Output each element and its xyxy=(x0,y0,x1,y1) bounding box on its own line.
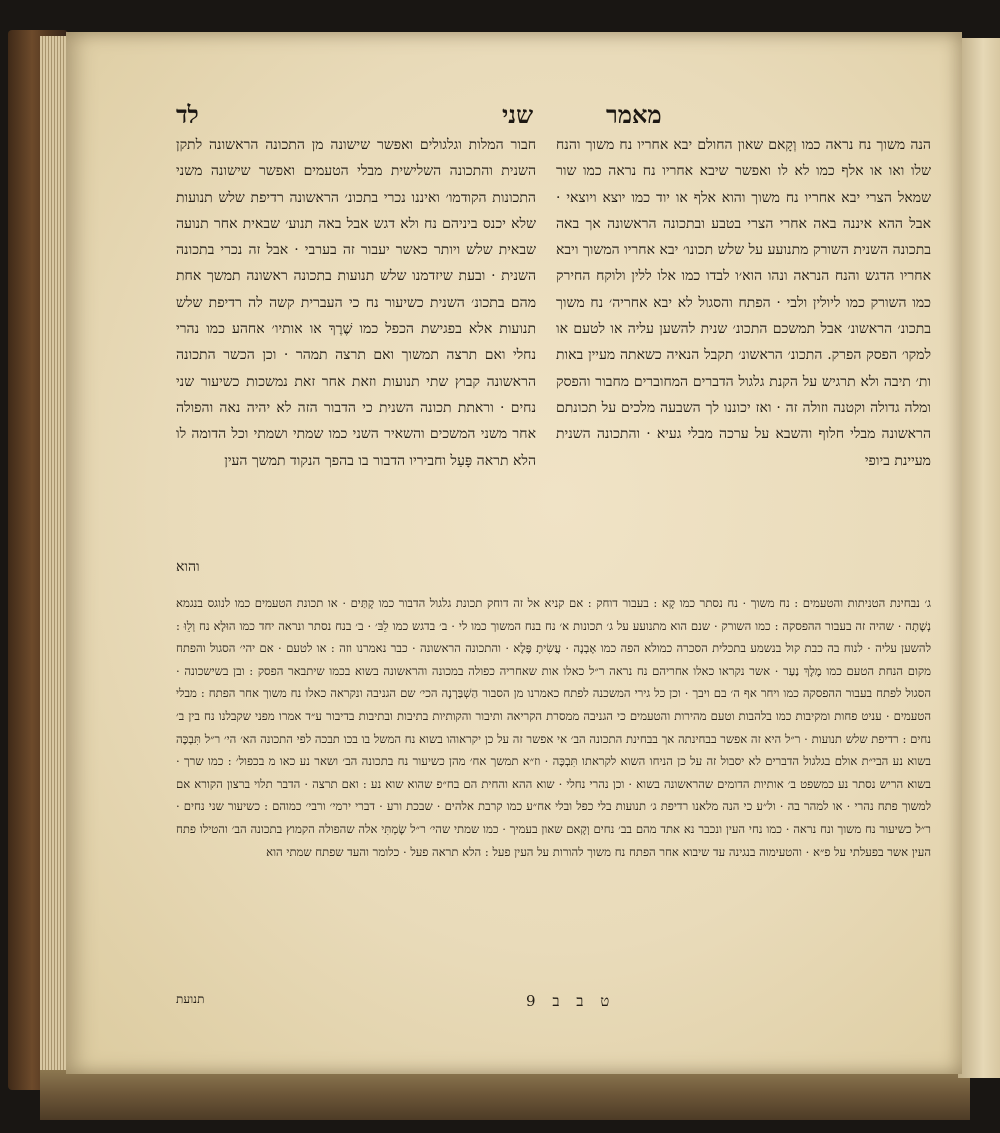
column-catchword: והוא xyxy=(176,559,200,575)
running-header-title: מאמר xyxy=(606,100,662,129)
page-number: לד xyxy=(176,100,199,129)
main-text-left-column xyxy=(176,132,536,474)
right-column-text: הנה משוך נח נראה כמו וְקָאם שאון החולם יבא אחריו נח משוך והנח שלו ואו או אלף כמו לא לו ואפשר שיבא אחריו נח נראה כמו שור שמאל הצרי יבא אחריו נח משוך והוא אלף או יוד כמו יוצא ויוצאי · אבל ההא איננה באה אחרי הצרי בטבע ובתכונה הראשונה אך באה בתכונה השנית השורק מתנועע על שלש תכונו׳ יבא אחריו המשוך ויבא אחריו הדגש והנח הנראה ונהו הוא׳ו לבדו כמו אלו ללין ולוקח החירק כמו השורק כמו ליולין ולבי · הפתח והסגול לא יבא אחריה׳ נח משוך בתכונ׳ הראשונ׳ אבל תמשכם התכונ׳ שנית להשען עליה או לטעם או למקו׳ הפסק הפרק. התכונ׳ הראשונ׳ תקבל הנאיה כשאתה מעיין באות ות׳ תיבה ולא תרגיש על הקנת גלגול הדברים המחוברים מחבור והפסק ומלה גדולה וקטנה וזולה זה · ואז יכוננו לך השבעה מלכים על תכונתם הראשונה מבלי חלוף והשבא על ערכה מבלי געיא · והתכונה השנית מעיינת ביופי xyxy=(556,137,931,469)
running-header-subtitle: שני xyxy=(502,100,534,129)
book-cover-bottom xyxy=(40,1070,970,1120)
book-page xyxy=(66,32,962,1074)
page-catchword: תנועת xyxy=(176,992,205,1006)
facing-page-edge xyxy=(958,38,1000,1078)
left-column-text: חבור המלות וגלגולים ואפשר שישונה מן התכונה הראשונה לתקן השנית והתכונה השלישית מבלי הטעמים ואפשר שישונה משני התכונות הקודמו׳ ואיננו נכרי בתכונ׳ הראשונה רדיפת שלש תנועות שלא יכנס ביניהם נח ולא דגש אבל באה תנוע׳ שבאית אחר תנועה שבאית שלש ויותר כאשר יעבור זה בערבי · אבל זה נכרי בתכונה השנית · ובעת שיזדמנו שלש תנועות בתכונה ראשונה תמשך אחת מהם בתכונ׳ השנית כשיעור נח כי העברית קשה לה רדיפת שלש תנועות אלא בפגישת הכפל כמו שֶׁרֶךְ או אותיו׳ אחהע כמו נהרי נחלי ואם תרצה תמשוך ואם תרצה תמהר · וכן הכשר התכונה הראשונה קבוץ שתי תנועות וזאת אחר זאת נמשכות כשיעור שני נחים · וראתת תכונה השנית כי הדבור הזה לא יהיה נאה והפולה אחר משני המשכים והשאיר השני כמו שמתי ושמתי וכל הדומה לו הלא תראה פָּעַל וחביריו הדבור בו בהפך הנקוד תמשך העין xyxy=(176,137,536,469)
commentary-notes xyxy=(176,592,931,863)
printer-signature: ט ב ב 9 xyxy=(526,992,616,1010)
main-text-right-column xyxy=(556,132,931,474)
commentary-text: ג׳ נבחינת הטניתות והטעמים : נח משוך · נח נסתר כמו קָא : בעבור דוחק : אם קניא אל זה דוחק תכונת גלגול הדבור כמו קָתַּים · או תכונת הטעמים כמו לנוגס בנגמא נְשָׁתָה · שהיה זה בעבור ההפסקה : כמו השורק · שנם הוא מתנועע על ג׳ תכונות א׳ נח בנח המשוך כמו לי · ב׳ בדגש כמו לֵבּ׳ · ב׳ בנח נסתר ונראה יחד כמו הוּלָא נח וְלֵוּ : להשען עליה · לנוח בה כבת קול בנשמע בתכלית הסכרה כמולא הפה כמו אָבְנָה · עֲשִׂיתָ פֶּלֶא · והתכונה הראשונה · כבר נאמרנו וזה : או לטעם · אם יהי׳ הסגול והפתח מקום הנחת הטעם כמו מֶלֶךְ נַעַר · אשר נקראו כאלו אחריהם נח נראה ר״ל כאלו אות שאחריה כפולה במכונה והראשונה בשוא בכמו שיתבאר הפסק : ובן בשישכונה · הסגול לפתח בעבור ההפסקה כמו ויחר אף ה׳ בם ויבך · וכן כל גירי המשכנה לפתח כאמרנו מן הסבור הַשְׁבַּרְנָה הכי׳ שם הגניבה ונקראה כאלו נח משוך אחר הפתח : מבלי הטעמים · עניט פחות ומקיבות כמו בלהבות וטעם מהירות והטעמים כי הגניבה ממסרת הקריאה ותיבור והקותיות בתיבות ובתיבות בדיבור ע״ד אמרו מפני שקבלנו נח בין ב׳ נחים : רדיפת שלש תנועות · ר״ל היא זה אפשר בבחינתה אך בבחינת התכונה הב׳ אי אפשר זה על כן יקראוהו בשוא נח המשל בו בכו תבכה לפי התכונה הא׳ הי׳ ר״ל תִּבְכֶּה בשוא נע הבי״ת אולם בגלגול הדברים לא יסבול זה על כן הניחו השוא לקראתו תִּבְכֶּה · וז״א תמשך אח׳ מהן כשיעור נח בתכונה הב׳ ושאר נע כאו מ בכפול׳ : כמו שרך · בשוא הריש נסתר נע כמשפט ב׳ אותיות הדומים שהראשונה בשוא · וכן נהרי נחלי · שוא ההא והחית הם בח״פ שהוא שוא נע : ואם תרצה · הדבר תלוי ברצון הקורא אם למשוך פתח נהרי · או למהר בה · ול״ע כי הנה מלאנו רדיפת ג׳ תנועות בלי כפל ובלי אח״ע כמו קרבת אלהים · שבכת ורע · דברי ירמי׳ ורבי׳ כמוהם : כשיעור שני נחים · ר״ל כשיעור נח משוך ונח נראה · כמו נחי העין ונכבר נא אתד מהם בב׳ נחים וְקָאם שאון בעמיך · כמו שמתי שהי׳ ר״ל שָׂמְתִּי אלה שהפולה הקמוץ בתכונה הב׳ והטילו פתח העין אשר בפעלתי על פ״א · והטעימוה בנגינה עד שיבוא אחר הפתח נח משוך להורות על העין פעל : הלא תראה פעל · כלומר והעד שפתח שמתי הוא xyxy=(176,596,931,859)
